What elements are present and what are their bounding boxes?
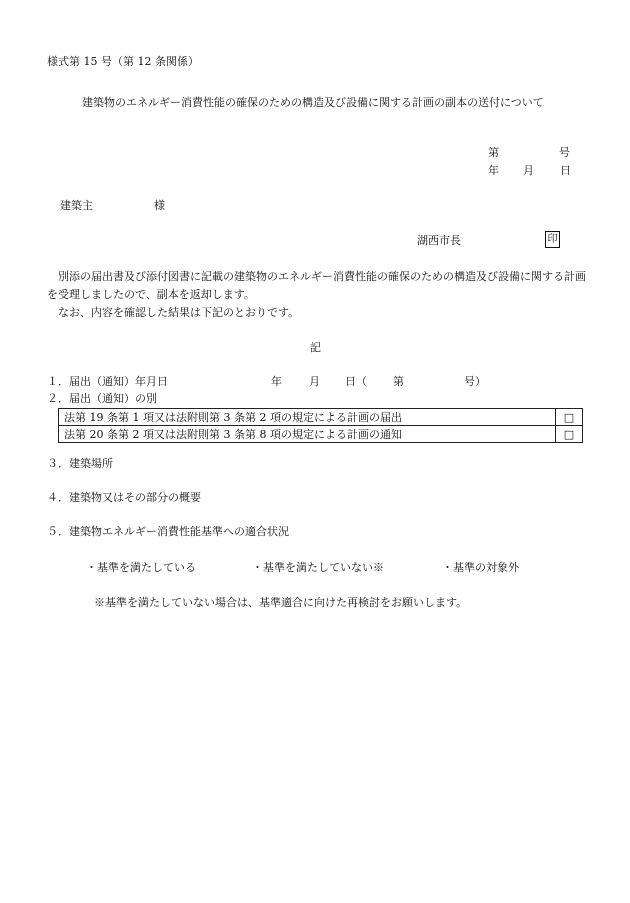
- item2-label: ２．届出（通知）の別: [47, 392, 157, 405]
- item1-month: 月: [309, 375, 320, 388]
- table-row: [59, 409, 583, 426]
- date-year-label: 年: [488, 164, 499, 177]
- option-meets-standard: ・基準を満たしている: [86, 561, 196, 574]
- date-day-label: 日: [560, 164, 571, 177]
- footnote: ※基準を満たしていない場合は、基準適合に向けた再検討をお願いします。: [94, 596, 468, 609]
- item1-year: 年: [271, 375, 282, 388]
- document-title: 建築物のエネルギー消費性能の確保のための構造及び設備に関する計画の副本の送付について: [82, 96, 544, 109]
- option-not-meets-standard: ・基準を満たしていない※: [252, 561, 384, 574]
- item5-label: ５．建築物エネルギー消費性能基準への適合状況: [47, 525, 289, 538]
- date-month-label: 月: [523, 164, 534, 177]
- body-paragraph-1: 別添の届出書及び添付図書に記載の建築物のエネルギー消費性能の確保のための構造及び設備に関する計画を受理しましたので、副本を返却します。: [47, 270, 586, 301]
- checkbox[interactable]: □: [556, 426, 583, 443]
- issuer-name: 湖西市長: [417, 234, 461, 247]
- body-paragraph-2: なお、内容を確認した結果は下記のとおりです。: [47, 306, 300, 319]
- item3-label: ３．建築場所: [47, 457, 113, 470]
- item1-number-prefix: 第: [393, 375, 404, 388]
- item1-number-suffix: 号）: [464, 375, 486, 388]
- notification-type-text: 法第 20 条第 2 項又は法附則第 3 条第 8 項の規定による計画の通知: [59, 426, 556, 443]
- number-prefix: 第: [488, 146, 499, 159]
- item4-label: ４．建築物又はその部分の概要: [47, 491, 201, 504]
- notification-type-text: 法第 19 条第 1 項又は法附則第 3 条第 2 項の規定による計画の届出: [59, 409, 556, 426]
- item1-label: １．届出（通知）年月日: [47, 375, 168, 388]
- table-row: [59, 426, 583, 443]
- body-text: [47, 268, 592, 322]
- seal-box: 印: [545, 231, 560, 248]
- ki-heading: 記: [310, 341, 321, 354]
- option-not-applicable: ・基準の対象外: [442, 561, 519, 574]
- checkbox[interactable]: □: [556, 409, 583, 426]
- addressee-honorific: 様: [154, 199, 165, 212]
- item1-day: 日（: [345, 375, 367, 388]
- notification-type-table: [58, 408, 583, 443]
- addressee-label: 建築主: [60, 199, 93, 212]
- form-number: 様式第 15 号（第 12 条関係）: [47, 55, 199, 68]
- number-suffix: 号: [559, 146, 570, 159]
